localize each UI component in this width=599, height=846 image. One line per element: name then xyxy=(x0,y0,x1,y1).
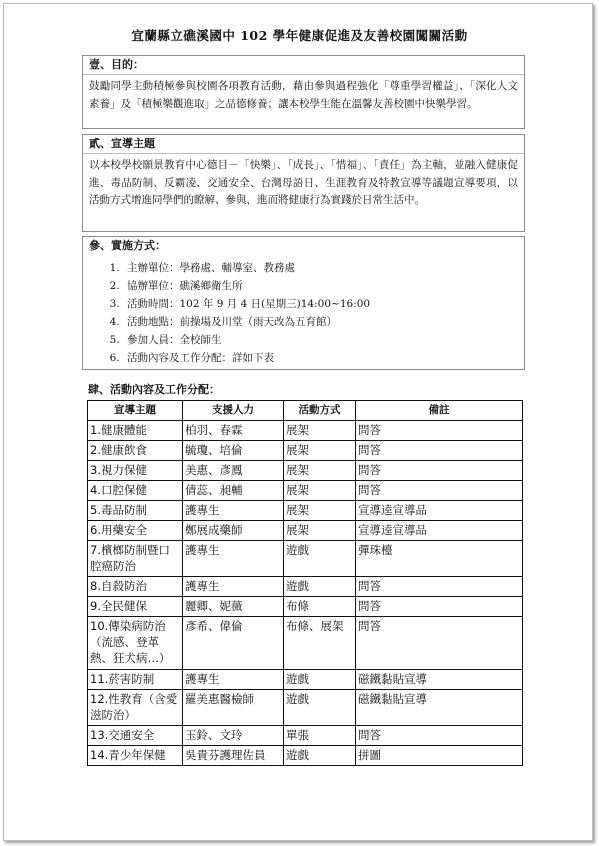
cell-staff: 倩蕊、昶輔 xyxy=(183,481,284,501)
implementation-item: 3. 活動時間：102 年 9 月 4 日(星期三)14:00~16:00 xyxy=(123,295,524,313)
cell-method: 遊戲 xyxy=(284,670,356,690)
cell-theme: 14.青少年保健 xyxy=(88,746,183,766)
cell-notes: 問答 xyxy=(356,421,523,441)
column-header-method: 活動方式 xyxy=(284,401,356,421)
cell-theme: 13.交通安全 xyxy=(88,726,183,746)
cell-staff: 護專生 xyxy=(183,501,284,521)
cell-staff: 玉鈴、文玲 xyxy=(183,726,284,746)
cell-notes: 問答 xyxy=(356,441,523,461)
cell-method: 布條 xyxy=(284,597,356,617)
cell-staff: 護專生 xyxy=(183,670,284,690)
cell-staff: 鄭展成藥師 xyxy=(183,521,284,541)
cell-notes: 問答 xyxy=(356,481,523,501)
cell-notes: 問答 xyxy=(356,726,523,746)
document-title: 宜蘭縣立礁溪國中 102 學年健康促進及友善校園闖關活動 xyxy=(131,28,468,43)
cell-staff: 毓瓊、培倫 xyxy=(183,441,284,461)
table-row xyxy=(88,541,523,577)
cell-notes: 磁鐵黏貼宣導 xyxy=(356,670,523,690)
cell-notes: 問答 xyxy=(356,577,523,597)
section-implementation xyxy=(82,236,525,370)
cell-notes: 彈珠檯 xyxy=(356,541,523,577)
table-row xyxy=(88,501,523,521)
implementation-item: 1. 主辦單位：學務處、輔導室、教務處 xyxy=(123,259,524,277)
column-header-theme: 宣導主題 xyxy=(88,401,183,421)
cell-staff: 護專生 xyxy=(183,577,284,597)
cell-theme: 7.檳榔防制暨口腔癌防治 xyxy=(88,541,183,577)
cell-notes: 問答 xyxy=(356,461,523,481)
section-theme-body: 以本校學校願景教育中心德目－「快樂」、「成長」、「惜福」、「責任」為主軸，並融入健康促進、毒品防制、反霸凌、交通安全、台灣母語日、生涯教育及特教宣導等議題宣導要項，以活動方式增進同學們的瞭解、參與，進而將健康行為實踐於日常生活中。 xyxy=(89,159,518,206)
cell-method: 展架 xyxy=(284,521,356,541)
table-row xyxy=(88,577,523,597)
implementation-list xyxy=(83,259,524,367)
cell-notes: 問答 xyxy=(356,617,523,670)
implementation-item: 5. 參加人員：全校師生 xyxy=(123,331,524,349)
table-row xyxy=(88,441,523,461)
cell-theme: 1.健康體能 xyxy=(88,421,183,441)
table-row xyxy=(88,617,523,670)
table-row xyxy=(88,726,523,746)
table-header-row xyxy=(88,401,523,421)
cell-theme: 11.菸害防制 xyxy=(88,670,183,690)
cell-staff: 護專生 xyxy=(183,541,284,577)
cell-notes: 宣導逵宣導品 xyxy=(356,521,523,541)
cell-theme: 2.健康飲食 xyxy=(88,441,183,461)
cell-method: 遊戲 xyxy=(284,577,356,597)
section-implementation-heading: 參、實施方式： xyxy=(89,239,166,252)
table-row xyxy=(88,597,523,617)
table-row xyxy=(88,461,523,481)
cell-notes: 問答 xyxy=(356,597,523,617)
cell-method: 展架 xyxy=(284,481,356,501)
cell-method: 展架 xyxy=(284,501,356,521)
implementation-item: 6. 活動內容及工作分配：詳如下表 xyxy=(123,349,524,367)
cell-method: 遊戲 xyxy=(284,746,356,766)
implementation-item: 2. 協辦單位：礁溪鄉衛生所 xyxy=(123,277,524,295)
cell-staff: 美惠、彥鳳 xyxy=(183,461,284,481)
cell-method: 展架 xyxy=(284,421,356,441)
cell-staff: 柏羽、春霖 xyxy=(183,421,284,441)
cell-theme: 6.用藥安全 xyxy=(88,521,183,541)
cell-method: 展架 xyxy=(284,441,356,461)
section-theme xyxy=(82,134,525,232)
cell-notes: 宣導逵宣導品 xyxy=(356,501,523,521)
section-purpose-heading: 壹、目的： xyxy=(83,56,524,75)
cell-method: 展架 xyxy=(284,461,356,481)
cell-staff: 彥希、偉倫 xyxy=(183,617,284,670)
cell-theme: 9.全民健保 xyxy=(88,597,183,617)
cell-theme: 12.性教育（含愛滋防治） xyxy=(88,690,183,726)
cell-theme: 4.口腔保健 xyxy=(88,481,183,501)
section-schedule-heading: 肆、活動內容及工作分配： xyxy=(88,383,220,396)
activity-table xyxy=(87,400,523,766)
column-header-staff: 支援人力 xyxy=(183,401,284,421)
table-row xyxy=(88,746,523,766)
cell-notes: 磁鐵黏貼宣導 xyxy=(356,690,523,726)
cell-method: 布條、展架 xyxy=(284,617,356,670)
table-row xyxy=(88,670,523,690)
cell-staff: 吳貴芬護理佐員 xyxy=(183,746,284,766)
section-purpose xyxy=(82,55,525,129)
implementation-item: 4. 活動地點：前操場及川堂（雨天改為五育館） xyxy=(123,313,524,331)
cell-notes: 拼圖 xyxy=(356,746,523,766)
cell-method: 遊戲 xyxy=(284,690,356,726)
table-row xyxy=(88,690,523,726)
section-purpose-body: 鼓勵同學主動積極參與校園各項教育活動，藉由參與過程強化「尊重學習權益」、「深化人文素養」及「積極樂觀進取」之品德修養；讓本校學生能在溫馨友善校園中快樂學習。 xyxy=(89,80,518,110)
table-row xyxy=(88,481,523,501)
column-header-notes: 備註 xyxy=(356,401,523,421)
cell-staff: 麗卿、妮薇 xyxy=(183,597,284,617)
cell-staff: 羅美惠醫檢師 xyxy=(183,690,284,726)
cell-theme: 3.視力保健 xyxy=(88,461,183,481)
cell-method: 單張 xyxy=(284,726,356,746)
table-row xyxy=(88,421,523,441)
table-row xyxy=(88,521,523,541)
cell-theme: 10.傳染病防治（流感、登革熱、狂犬病…） xyxy=(88,617,183,670)
cell-method: 遊戲 xyxy=(284,541,356,577)
cell-theme: 5.毒品防制 xyxy=(88,501,183,521)
cell-theme: 8.自殺防治 xyxy=(88,577,183,597)
section-theme-heading: 貳、宣導主題 xyxy=(83,135,524,154)
